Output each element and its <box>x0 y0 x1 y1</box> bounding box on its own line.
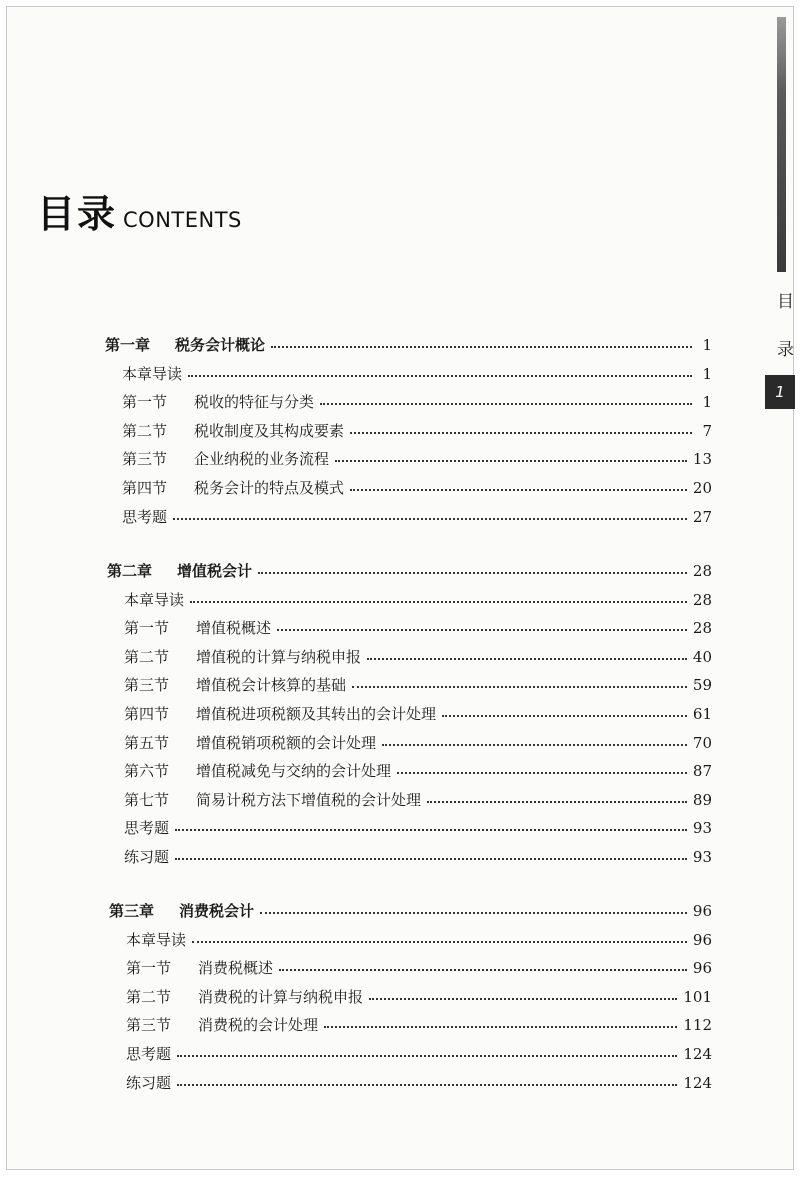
dot-leader <box>190 601 687 603</box>
chapter-title: 消费税会计 <box>179 902 255 920</box>
page-number: 101 <box>683 987 712 1006</box>
section-number: 第五节 <box>124 733 170 752</box>
dot-leader <box>192 941 687 943</box>
page-number: 124 <box>683 1073 712 1092</box>
section-number: 第六节 <box>124 762 170 781</box>
page-number: 1 <box>702 364 712 383</box>
dot-leader <box>177 1084 677 1086</box>
entry-title: 企业纳税的业务流程 <box>194 450 330 469</box>
entry-title: 本章导读 <box>124 590 185 609</box>
chapter-number: 第三章 <box>109 902 155 920</box>
section-number: 第一节 <box>126 959 172 978</box>
dot-leader <box>397 772 687 774</box>
entry-title: 消费税概述 <box>198 959 274 978</box>
toc-entry-row[interactable] <box>126 955 712 981</box>
title-chinese: 目录 <box>37 192 118 236</box>
dot-leader <box>369 998 677 1000</box>
toc-entry-row[interactable] <box>124 615 712 641</box>
page-number: 28 <box>692 619 712 638</box>
section-number: 第七节 <box>124 790 170 809</box>
entry-title: 税务会计的特点及模式 <box>194 479 345 497</box>
dot-leader <box>427 801 687 803</box>
chapter-title: 增值税会计 <box>177 562 253 580</box>
toc-entry-row[interactable] <box>124 672 712 698</box>
entry-title: 练习题 <box>126 1073 172 1092</box>
dot-leader <box>382 744 687 746</box>
page-number: 96 <box>692 902 712 920</box>
dot-leader <box>320 403 692 405</box>
toc-entry-row[interactable] <box>122 418 712 444</box>
dot-leader <box>258 572 687 574</box>
section-number: 第四节 <box>124 705 170 723</box>
side-page-number: 1 <box>765 375 795 409</box>
section-number: 第一节 <box>124 619 170 638</box>
dot-leader <box>173 518 687 520</box>
toc-entry-row[interactable] <box>126 1070 712 1096</box>
page-title <box>37 183 242 238</box>
toc-chapter-row[interactable] <box>107 558 712 584</box>
dot-leader <box>324 1026 677 1028</box>
toc-entry-row[interactable] <box>124 844 712 870</box>
toc-entry-row[interactable] <box>124 758 712 784</box>
dot-leader <box>188 375 692 377</box>
dot-leader <box>352 686 687 688</box>
entry-title: 增值税销项税额的会计处理 <box>196 733 377 752</box>
toc-chapter-row[interactable] <box>109 898 712 924</box>
section-number: 第一节 <box>122 393 168 412</box>
section-number: 第二节 <box>126 987 172 1006</box>
entry-title: 增值税减免与交纳的会计处理 <box>196 762 392 781</box>
toc-entry-row[interactable] <box>124 701 712 727</box>
entry-title: 增值税概述 <box>196 619 272 638</box>
page-number: 93 <box>692 848 712 866</box>
entry-title: 增值税进项税额及其转出的会计处理 <box>196 705 437 723</box>
dot-leader <box>442 715 687 717</box>
page-number: 112 <box>683 1016 712 1035</box>
section-number: 第二节 <box>124 647 170 666</box>
page-number: 40 <box>692 647 712 666</box>
section-number: 第二节 <box>122 421 168 440</box>
entry-title: 本章导读 <box>122 364 183 383</box>
dot-leader <box>175 829 687 831</box>
chapter-title: 税务会计概论 <box>175 336 266 354</box>
page-number: 59 <box>692 676 712 695</box>
toc-entry-row[interactable] <box>126 1012 712 1038</box>
page-number: 28 <box>692 562 712 580</box>
page-number: 96 <box>692 930 712 949</box>
entry-title: 思考题 <box>122 507 168 526</box>
toc-entry-row[interactable] <box>124 730 712 756</box>
entry-title: 消费税的计算与纳税申报 <box>198 987 364 1006</box>
toc-entry-row[interactable] <box>122 475 712 501</box>
dot-leader <box>260 912 687 914</box>
page-number: 124 <box>683 1045 712 1063</box>
section-number: 第三节 <box>122 450 168 469</box>
section-number: 第三节 <box>124 676 170 695</box>
chapter-number: 第二章 <box>107 562 153 580</box>
section-number: 第三节 <box>126 1016 172 1035</box>
entry-title: 增值税的计算与纳税申报 <box>196 647 362 666</box>
page-number: 28 <box>692 590 712 609</box>
toc-entry-row[interactable] <box>122 504 712 530</box>
side-label-bottom: 录 <box>777 340 794 360</box>
page-number: 96 <box>692 959 712 978</box>
side-label-top: 目 <box>777 292 794 312</box>
dot-leader <box>350 432 692 434</box>
page-number: 61 <box>692 705 712 723</box>
entry-title: 简易计税方法下增值税的会计处理 <box>196 790 422 809</box>
thumb-index-bar <box>777 17 786 272</box>
entry-title: 思考题 <box>126 1045 172 1063</box>
page-number: 93 <box>692 819 712 838</box>
entry-title: 练习题 <box>124 848 170 866</box>
toc-chapter-row[interactable] <box>105 332 712 358</box>
toc-entry-row[interactable] <box>126 927 712 953</box>
chapter-number: 第一章 <box>105 336 151 354</box>
page-number: 1 <box>702 393 712 412</box>
page-number: 70 <box>692 733 712 752</box>
entry-title: 思考题 <box>124 819 170 838</box>
entry-title: 税收制度及其构成要素 <box>194 421 345 440</box>
dot-leader <box>175 858 687 860</box>
toc-entry-row[interactable] <box>122 361 712 387</box>
page-number: 89 <box>692 790 712 809</box>
toc-entry-row[interactable] <box>122 446 712 472</box>
toc-entry-row[interactable] <box>122 389 712 415</box>
dot-leader <box>350 489 687 491</box>
page-number: 20 <box>692 479 712 497</box>
toc-entry-row[interactable] <box>124 644 712 670</box>
entry-title: 税收的特征与分类 <box>194 393 315 412</box>
dot-leader <box>271 346 692 348</box>
toc-entry-row[interactable] <box>124 587 712 613</box>
page-number: 7 <box>702 421 712 440</box>
section-number: 第四节 <box>122 479 168 497</box>
toc-entry-row[interactable] <box>124 815 712 841</box>
page-number: 27 <box>692 507 712 526</box>
dot-leader <box>335 460 687 462</box>
page-number: 87 <box>692 762 712 781</box>
dot-leader <box>279 969 687 971</box>
toc-entry-row[interactable] <box>126 1041 712 1067</box>
toc-entry-row[interactable] <box>126 984 712 1010</box>
dot-leader <box>277 629 687 631</box>
dot-leader <box>367 658 687 660</box>
title-english: CONTENTS <box>123 208 242 232</box>
entry-title: 消费税的会计处理 <box>198 1016 319 1035</box>
entry-title: 增值税会计核算的基础 <box>196 676 347 695</box>
page-number: 1 <box>702 336 712 354</box>
toc-entry-row[interactable] <box>124 787 712 813</box>
entry-title: 本章导读 <box>126 930 187 949</box>
page-number: 13 <box>692 450 712 469</box>
dot-leader <box>177 1055 677 1057</box>
